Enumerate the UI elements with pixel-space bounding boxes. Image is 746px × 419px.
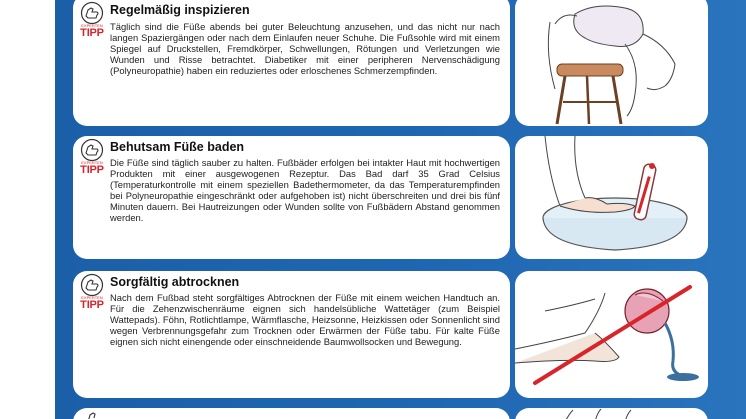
badge-sub: EXPERTEN <box>81 295 103 300</box>
badge-label: TIPP <box>80 164 104 176</box>
section-title: Behutsam Füße baden <box>110 140 245 154</box>
badge-label: TIPP <box>80 299 104 311</box>
badge-label: TIPP <box>80 27 104 39</box>
section-title: Sorgfältig abtrocknen <box>110 275 240 289</box>
hand-thumb-icon <box>78 138 106 162</box>
illustration-foot-bath <box>515 136 708 259</box>
experten-tipp-badge <box>78 273 106 315</box>
hand-thumb-icon <box>78 273 106 297</box>
tip-card-next <box>73 408 510 419</box>
foot-bath-drawing <box>515 136 708 259</box>
section-text: Die Füße sind täglich sauber zu halten. Fußbäder erfolgen bei intakter Haut mit hochwertigen Produkten mit einer ausgewogenen Rezeptur. Das Bad darf 35 Grad Celsius (Temperaturkontrolle mit einem speziellen Badethermometer, da das Temperaturempfinden bei Polyneuropathie eingeschränkt oder aufgehoben ist) nicht überschreiten und drei bis fünf Minuten dauern. Bei Hautreizungen oder Wunden sollte von Fußbädern Abstand genommen werden. <box>110 157 500 223</box>
experten-tipp-badge <box>78 1 106 43</box>
tip-card-dry <box>73 271 510 398</box>
foot-inspection-drawing <box>515 0 708 126</box>
tip-card-bath <box>73 136 510 259</box>
badge-sub: EXPERTEN <box>81 23 103 28</box>
drying-drawing <box>515 271 708 398</box>
tip-card-inspect <box>73 0 510 126</box>
badge-sub: EXPERTEN <box>81 160 103 165</box>
experten-tipp-badge <box>78 138 106 180</box>
illustration-next <box>515 408 708 419</box>
illustration-inspect-foot <box>515 0 708 126</box>
hand-thumb-icon <box>78 410 106 419</box>
hand-thumb-icon <box>78 1 106 25</box>
section-title: Regelmäßig inspizieren <box>110 3 250 17</box>
section-text: Nach dem Fußbad steht sorgfältiges Abtrocknen der Füße mit einem weichen Handtuch an. Für die Zehenzwischenräume eignen sich handelsübliche Wattetäger (zum Beispiel Wattepads). Föhn, Rotlichtlampe, Wärmflasche, Heizsonne, Heizkissen oder Sonnenlicht sind wegen Verbrennungsgefahr zum Trocknen oder Erwärmen der Füße tabu. Für kalte Füße eignen sich nicht einengende oder einschneidende Baumwollsocken und Bewegung. <box>110 292 500 347</box>
next-drawing <box>515 408 708 419</box>
illustration-no-heat-drying <box>515 271 708 398</box>
section-text: Täglich sind die Füße abends bei guter Beleuchtung anzusehen, und das nicht nur nach langen Spaziergängen oder nach dem Einlaufen neuer Schuhe. Die Fußsohle wird mit einem Spiegel auf Druckstellen, Fremdkörper, Schwellungen, Rötungen und Verletzungen wie Wunden und Risse betrachtet. Diabetiker mit einer peripheren Nervenschädigung (Polyneuropathie) haben ein reduziertes oder erloschenes Schmerzempfinden. <box>110 21 500 76</box>
